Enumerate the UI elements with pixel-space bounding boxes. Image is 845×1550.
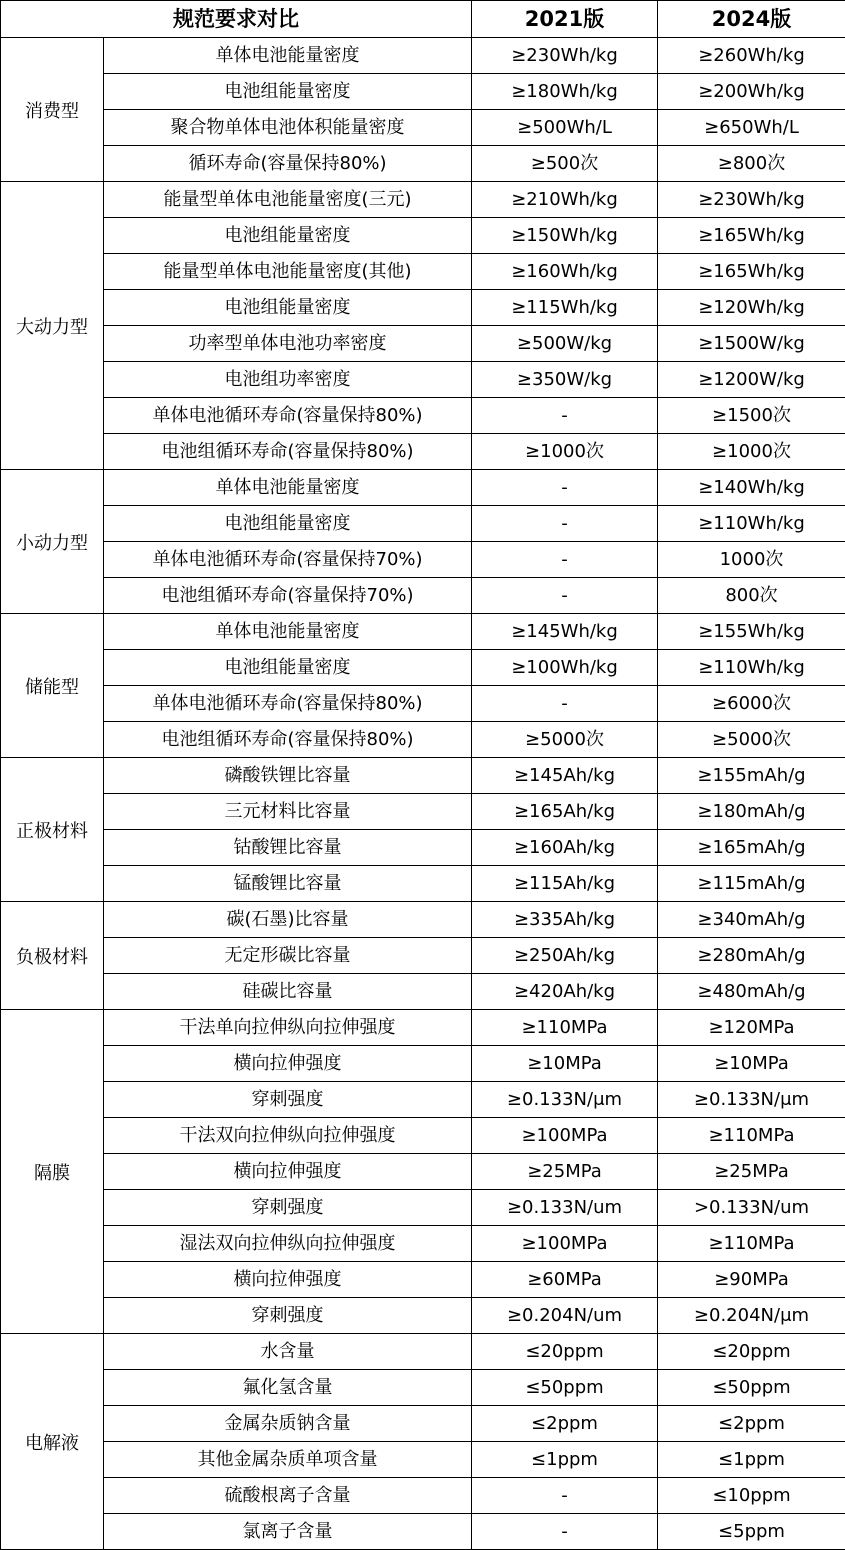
item-name-cell: 电池组循环寿命(容量保持80%) [104, 722, 472, 758]
value-2021-cell: ≥10MPa [472, 1046, 658, 1082]
value-2024-cell: ≥110Wh/kg [658, 650, 845, 686]
value-2024-cell: ≥0.204N/μm [658, 1298, 845, 1334]
value-2021-cell: ≥115Ah/kg [472, 866, 658, 902]
value-2024-cell: ≥180mAh/g [658, 794, 845, 830]
table-row [1, 434, 845, 470]
item-name-cell: 穿刺强度 [104, 1082, 472, 1118]
item-name-cell: 穿刺强度 [104, 1298, 472, 1334]
value-2024-cell: ≥165mAh/g [658, 830, 845, 866]
value-2021-cell: ≥0.204N/um [472, 1298, 658, 1334]
item-name-cell: 单体电池循环寿命(容量保持80%) [104, 686, 472, 722]
table-row [1, 542, 845, 578]
table-row [1, 974, 845, 1010]
value-2021-cell: - [472, 398, 658, 434]
item-name-cell: 单体电池循环寿命(容量保持70%) [104, 542, 472, 578]
table-row [1, 326, 845, 362]
value-2024-cell: ≥5000次 [658, 722, 845, 758]
table-row [1, 218, 845, 254]
table-row [1, 938, 845, 974]
table-row [1, 362, 845, 398]
item-name-cell: 金属杂质钠含量 [104, 1406, 472, 1442]
value-2024-cell: ≥1500W/kg [658, 326, 845, 362]
table-row [1, 254, 845, 290]
value-2024-cell: ≥1500次 [658, 398, 845, 434]
value-2024-cell: ≥340mAh/g [658, 902, 845, 938]
value-2024-cell: ≥1000次 [658, 434, 845, 470]
value-2021-cell: ≥145Wh/kg [472, 614, 658, 650]
value-2024-cell: ≥110Wh/kg [658, 506, 845, 542]
table-row [1, 470, 845, 506]
table-row [1, 182, 845, 218]
table-row [1, 290, 845, 326]
category-cell: 负极材料 [1, 902, 104, 1010]
item-name-cell: 穿刺强度 [104, 1190, 472, 1226]
item-name-cell: 循环寿命(容量保持80%) [104, 146, 472, 182]
table-row [1, 1154, 845, 1190]
category-cell: 储能型 [1, 614, 104, 758]
table-row [1, 686, 845, 722]
value-2021-cell: ≥500次 [472, 146, 658, 182]
item-name-cell: 功率型单体电池功率密度 [104, 326, 472, 362]
table-row [1, 722, 845, 758]
item-name-cell: 能量型单体电池能量密度(其他) [104, 254, 472, 290]
table-row [1, 146, 845, 182]
table-row [1, 866, 845, 902]
item-name-cell: 单体电池能量密度 [104, 38, 472, 74]
value-2021-cell: ≥60MPa [472, 1262, 658, 1298]
item-name-cell: 硫酸根离子含量 [104, 1478, 472, 1514]
value-2024-cell: ≤50ppm [658, 1370, 845, 1406]
table-body [1, 38, 845, 1550]
table-row [1, 758, 845, 794]
value-2024-cell: ≥25MPa [658, 1154, 845, 1190]
table-row [1, 1190, 845, 1226]
value-2024-cell: ≥280mAh/g [658, 938, 845, 974]
table-row [1, 74, 845, 110]
header-col-2024: 2024版 [658, 1, 845, 38]
value-2024-cell: >0.133N/um [658, 1190, 845, 1226]
value-2024-cell: ≤1ppm [658, 1442, 845, 1478]
value-2021-cell: ≥1000次 [472, 434, 658, 470]
value-2024-cell: ≤2ppm [658, 1406, 845, 1442]
value-2024-cell: ≥165Wh/kg [658, 218, 845, 254]
value-2021-cell: ≥0.133N/μm [472, 1082, 658, 1118]
item-name-cell: 氟化氢含量 [104, 1370, 472, 1406]
item-name-cell: 干法双向拉伸纵向拉伸强度 [104, 1118, 472, 1154]
value-2024-cell: ≤5ppm [658, 1514, 845, 1550]
value-2021-cell: - [472, 542, 658, 578]
value-2024-cell: ≥155mAh/g [658, 758, 845, 794]
value-2024-cell: ≥800次 [658, 146, 845, 182]
header-col-2021: 2021版 [472, 1, 658, 38]
value-2024-cell: ≥230Wh/kg [658, 182, 845, 218]
table-row [1, 1370, 845, 1406]
item-name-cell: 无定形碳比容量 [104, 938, 472, 974]
table-row [1, 38, 845, 74]
table-row [1, 902, 845, 938]
value-2024-cell: ≥10MPa [658, 1046, 845, 1082]
category-cell: 电解液 [1, 1334, 104, 1550]
table-row [1, 1082, 845, 1118]
value-2021-cell: ≥500W/kg [472, 326, 658, 362]
item-name-cell: 干法单向拉伸纵向拉伸强度 [104, 1010, 472, 1046]
table-row [1, 110, 845, 146]
value-2021-cell: ≥160Ah/kg [472, 830, 658, 866]
value-2021-cell: ≤50ppm [472, 1370, 658, 1406]
item-name-cell: 其他金属杂质单项含量 [104, 1442, 472, 1478]
item-name-cell: 锰酸锂比容量 [104, 866, 472, 902]
value-2021-cell: ≥110MPa [472, 1010, 658, 1046]
value-2024-cell: ≥650Wh/L [658, 110, 845, 146]
value-2021-cell: ≥250Ah/kg [472, 938, 658, 974]
value-2021-cell: ≥115Wh/kg [472, 290, 658, 326]
item-name-cell: 横向拉伸强度 [104, 1154, 472, 1190]
value-2021-cell: ≥350W/kg [472, 362, 658, 398]
table-row [1, 1442, 845, 1478]
value-2021-cell: ≥420Ah/kg [472, 974, 658, 1010]
value-2021-cell: - [472, 506, 658, 542]
value-2021-cell: ≥5000次 [472, 722, 658, 758]
value-2021-cell: ≥0.133N/um [472, 1190, 658, 1226]
value-2021-cell: ≥145Ah/kg [472, 758, 658, 794]
table-row [1, 794, 845, 830]
item-name-cell: 电池组循环寿命(容量保持80%) [104, 434, 472, 470]
value-2021-cell: ≥100Wh/kg [472, 650, 658, 686]
value-2021-cell: ≥500Wh/L [472, 110, 658, 146]
table-row [1, 1118, 845, 1154]
item-name-cell: 横向拉伸强度 [104, 1262, 472, 1298]
header-row [1, 1, 845, 38]
value-2021-cell: ≥230Wh/kg [472, 38, 658, 74]
item-name-cell: 电池组能量密度 [104, 650, 472, 686]
value-2024-cell: ≥1200W/kg [658, 362, 845, 398]
item-name-cell: 钴酸锂比容量 [104, 830, 472, 866]
value-2024-cell: ≥480mAh/g [658, 974, 845, 1010]
value-2021-cell: ≥180Wh/kg [472, 74, 658, 110]
value-2024-cell: 800次 [658, 578, 845, 614]
table-header [1, 1, 845, 38]
value-2024-cell: ≥90MPa [658, 1262, 845, 1298]
value-2021-cell: ≥100MPa [472, 1118, 658, 1154]
table-row [1, 1514, 845, 1550]
item-name-cell: 电池组能量密度 [104, 74, 472, 110]
table-row [1, 1226, 845, 1262]
table-row [1, 1010, 845, 1046]
header-title: 规范要求对比 [1, 1, 472, 38]
item-name-cell: 单体电池循环寿命(容量保持80%) [104, 398, 472, 434]
table-row [1, 1334, 845, 1370]
table-row [1, 506, 845, 542]
value-2021-cell: ≥210Wh/kg [472, 182, 658, 218]
value-2024-cell: ≥165Wh/kg [658, 254, 845, 290]
item-name-cell: 水含量 [104, 1334, 472, 1370]
value-2021-cell: - [472, 1514, 658, 1550]
item-name-cell: 磷酸铁锂比容量 [104, 758, 472, 794]
item-name-cell: 湿法双向拉伸纵向拉伸强度 [104, 1226, 472, 1262]
value-2021-cell: ≥150Wh/kg [472, 218, 658, 254]
item-name-cell: 单体电池能量密度 [104, 614, 472, 650]
value-2024-cell: ≥0.133N/μm [658, 1082, 845, 1118]
item-name-cell: 电池组能量密度 [104, 506, 472, 542]
table-row [1, 1298, 845, 1334]
value-2021-cell: - [472, 686, 658, 722]
value-2021-cell: - [472, 1478, 658, 1514]
item-name-cell: 能量型单体电池能量密度(三元) [104, 182, 472, 218]
value-2024-cell: ≥110MPa [658, 1118, 845, 1154]
value-2024-cell: ≥6000次 [658, 686, 845, 722]
item-name-cell: 碳(石墨)比容量 [104, 902, 472, 938]
table-row [1, 1478, 845, 1514]
item-name-cell: 三元材料比容量 [104, 794, 472, 830]
table-row [1, 578, 845, 614]
item-name-cell: 电池组功率密度 [104, 362, 472, 398]
value-2024-cell: ≥140Wh/kg [658, 470, 845, 506]
value-2021-cell: - [472, 470, 658, 506]
value-2024-cell: ≥110MPa [658, 1226, 845, 1262]
table-row [1, 614, 845, 650]
table-row [1, 1406, 845, 1442]
value-2021-cell: ≤2ppm [472, 1406, 658, 1442]
category-cell: 大动力型 [1, 182, 104, 470]
value-2024-cell: ≥120Wh/kg [658, 290, 845, 326]
item-name-cell: 电池组能量密度 [104, 290, 472, 326]
value-2024-cell: ≥115mAh/g [658, 866, 845, 902]
value-2024-cell: ≥200Wh/kg [658, 74, 845, 110]
item-name-cell: 单体电池能量密度 [104, 470, 472, 506]
value-2024-cell: ≤10ppm [658, 1478, 845, 1514]
item-name-cell: 聚合物单体电池体积能量密度 [104, 110, 472, 146]
value-2021-cell: ≥25MPa [472, 1154, 658, 1190]
table-row [1, 830, 845, 866]
table-row [1, 650, 845, 686]
category-cell: 隔膜 [1, 1010, 104, 1334]
category-cell: 正极材料 [1, 758, 104, 902]
category-cell: 消费型 [1, 38, 104, 182]
value-2021-cell: ≤1ppm [472, 1442, 658, 1478]
value-2021-cell: ≥335Ah/kg [472, 902, 658, 938]
category-cell: 小动力型 [1, 470, 104, 614]
table-row [1, 398, 845, 434]
value-2024-cell: 1000次 [658, 542, 845, 578]
value-2024-cell: ≤20ppm [658, 1334, 845, 1370]
item-name-cell: 横向拉伸强度 [104, 1046, 472, 1082]
value-2024-cell: ≥155Wh/kg [658, 614, 845, 650]
item-name-cell: 氯离子含量 [104, 1514, 472, 1550]
value-2021-cell: ≥100MPa [472, 1226, 658, 1262]
value-2024-cell: ≥260Wh/kg [658, 38, 845, 74]
value-2024-cell: ≥120MPa [658, 1010, 845, 1046]
value-2021-cell: ≤20ppm [472, 1334, 658, 1370]
value-2021-cell: ≥165Ah/kg [472, 794, 658, 830]
item-name-cell: 电池组循环寿命(容量保持70%) [104, 578, 472, 614]
item-name-cell: 电池组能量密度 [104, 218, 472, 254]
value-2021-cell: ≥160Wh/kg [472, 254, 658, 290]
item-name-cell: 硅碳比容量 [104, 974, 472, 1010]
value-2021-cell: - [472, 578, 658, 614]
table-row [1, 1262, 845, 1298]
table-row [1, 1046, 845, 1082]
